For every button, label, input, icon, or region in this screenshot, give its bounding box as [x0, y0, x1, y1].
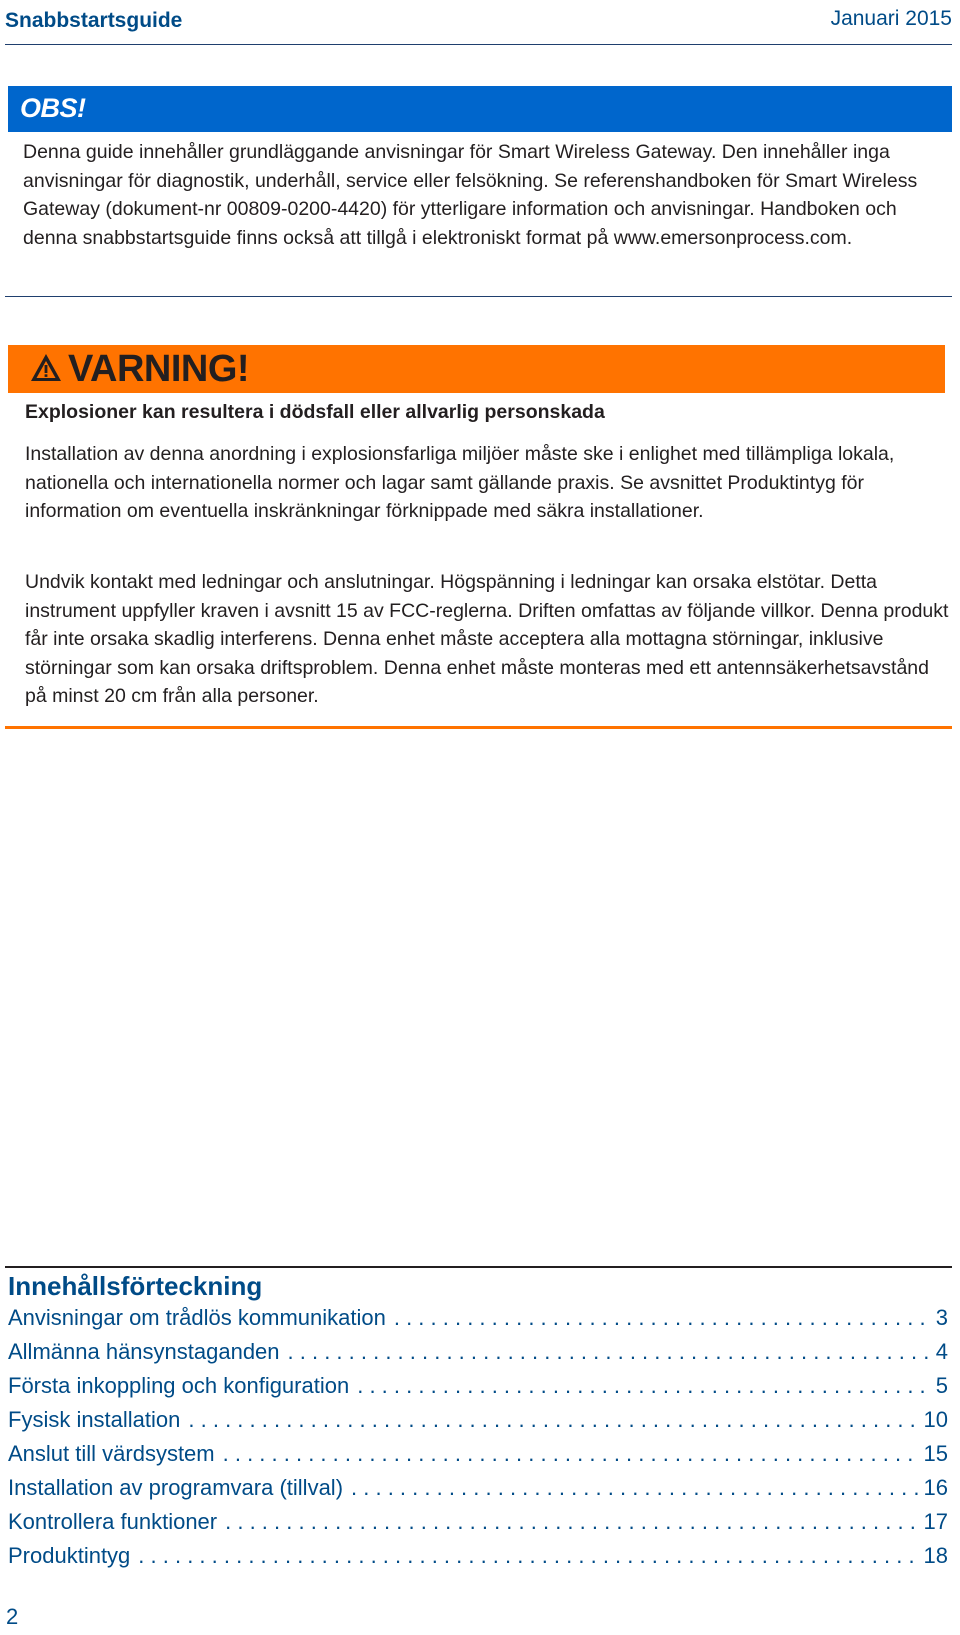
toc-item-label[interactable]: Fysisk installation: [8, 1407, 181, 1432]
toc-item[interactable]: [8, 1407, 948, 1441]
toc-item-label[interactable]: Kontrollera funktioner: [8, 1509, 218, 1534]
warning-banner: [8, 345, 945, 393]
toc-item[interactable]: [8, 1305, 948, 1339]
toc-title: Innehållsförteckning: [8, 1271, 263, 1301]
page-header: [5, 0, 952, 45]
toc-item-page[interactable]: 16: [923, 1475, 948, 1500]
toc-item-page[interactable]: 5: [935, 1373, 948, 1398]
toc-item-page[interactable]: 17: [923, 1509, 948, 1534]
divider: [5, 1266, 952, 1268]
toc-item-label[interactable]: Allmänna hänsynstaganden: [8, 1339, 280, 1364]
toc-item[interactable]: [8, 1509, 948, 1543]
toc-leader: [394, 1305, 930, 1331]
toc-item-label[interactable]: Anslut till värdsystem: [8, 1441, 215, 1466]
toc-item-label[interactable]: Första inkoppling och konfiguration: [8, 1373, 350, 1398]
toc-item-page[interactable]: 3: [935, 1305, 948, 1330]
toc-item[interactable]: [8, 1373, 948, 1407]
note-title: OBS!: [20, 93, 86, 123]
warning-subtitle: Explosioner kan resultera i dödsfall eller allvarlig personskada: [25, 401, 605, 423]
toc-leader: [357, 1373, 930, 1399]
warning-paragraph: Undvik kontakt med ledningar och anslutningar. Högspänning i ledningar kan orsaka elstötar. Detta instrument uppfyller kraven i avsnitt 15 av FCC-reglerna. Driften omfattas av följande villkor. Denna produkt får inte orsaka skadlig interferens. Denna enhet måste acceptera alla mottagna störningar, inklusive störningar som kan orsaka driftsproblem. Denna enhet måste monteras med ett antennsäkerhetsavstånd på minst 20 cm från alla personer.: [25, 571, 949, 707]
warning-triangle-icon: [30, 353, 62, 382]
toc-leader: [188, 1407, 917, 1433]
toc-item-label[interactable]: Installation av programvara (tillval): [8, 1475, 344, 1500]
toc-item-page[interactable]: 4: [935, 1339, 948, 1364]
page-number: 2: [6, 1604, 19, 1629]
toc-leader: [138, 1543, 917, 1569]
toc-leader: [223, 1441, 918, 1467]
toc-item[interactable]: [8, 1441, 948, 1475]
divider: [5, 296, 952, 297]
note-text: Denna guide innehåller grundläggande anvisningar för Smart Wireless Gateway. Den innehåller inga anvisningar för diagnostik, underhåll, service eller felsökning. Se referenshandboken för Smart Wireless Gateway (dokument-nr 00809-0200-4420) för ytterligare information och anvisningar. Handboken och denna snabbstartsguide finns också att tillgå i elektroniskt format på www.emersonprocess.com.: [23, 141, 918, 249]
toc-leader: [225, 1509, 917, 1535]
toc-item[interactable]: [8, 1339, 948, 1373]
toc-item-page[interactable]: 15: [923, 1441, 948, 1466]
toc-leader: [351, 1475, 917, 1501]
toc-list: [8, 1305, 948, 1577]
warning-paragraph: Installation av denna anordning i explosionsfarliga miljöer måste ske i enlighet med tillämpliga lokala, nationella och internationella normer och lagar samt gällande praxis. Se avsnittet Produktintyg för information om eventuella inskränkningar förknippade med säkra installationer.: [25, 443, 895, 522]
toc-item-page[interactable]: 10: [923, 1407, 948, 1432]
toc-leader: [288, 1339, 930, 1365]
toc-item-label[interactable]: Anvisningar om trådlös kommunikation: [8, 1305, 386, 1330]
note-banner: [8, 86, 952, 132]
divider: [5, 726, 952, 729]
document-date: Januari 2015: [830, 7, 952, 30]
warning-title: VARNING!: [68, 348, 250, 390]
toc-item-label[interactable]: Produktintyg: [8, 1543, 131, 1568]
toc-item[interactable]: [8, 1475, 948, 1509]
toc-item-page[interactable]: 18: [923, 1543, 948, 1568]
toc-item[interactable]: [8, 1543, 948, 1577]
document-type: Snabbstartsguide: [5, 9, 183, 32]
